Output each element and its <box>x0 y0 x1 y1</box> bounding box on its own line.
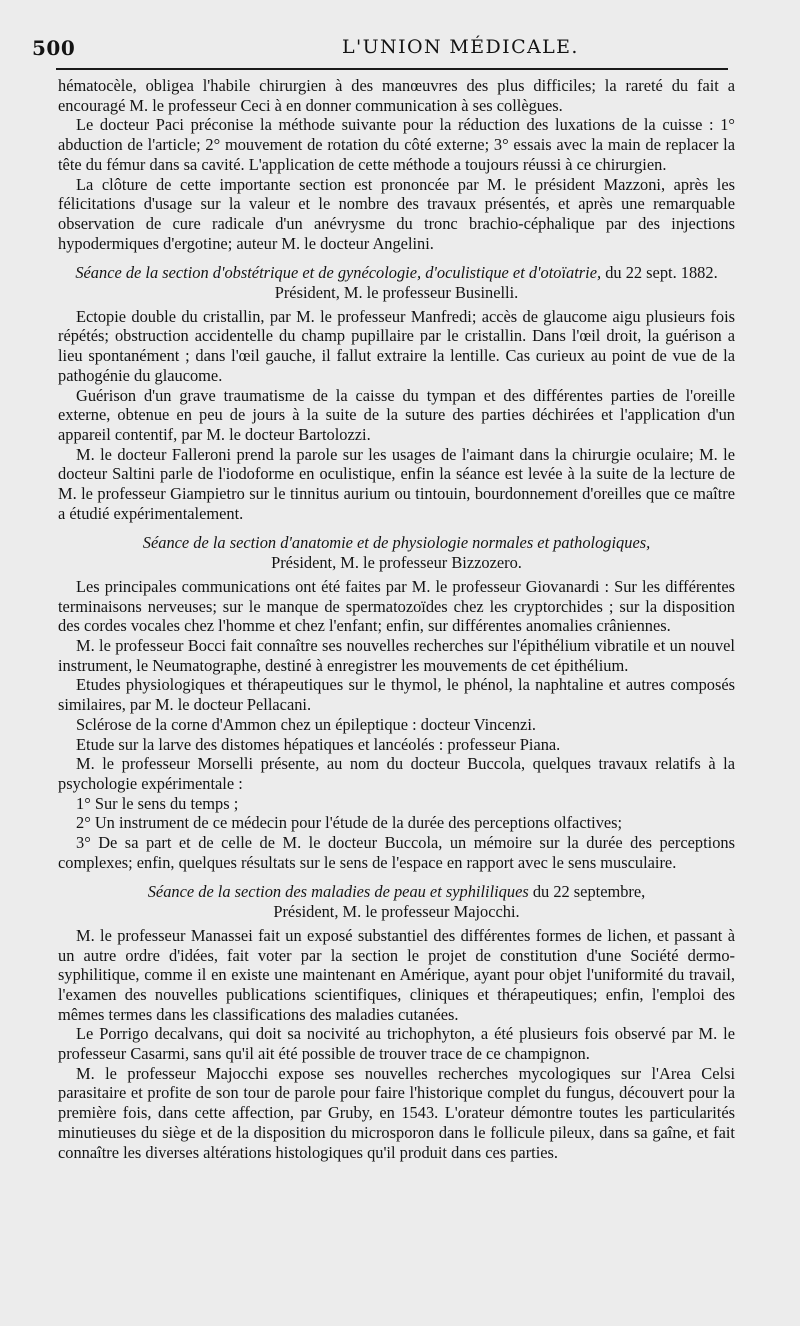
body-text <box>58 76 735 1162</box>
paragraph: Sclérose de la corne d'Ammon chez un épileptique : docteur Vincenzi. <box>76 714 536 734</box>
paragraph: Le Porrigo decalvans, qui doit sa nocivité au trichophyton, a été plusieurs fois observé par M. le professeur Casarmi, sans qu'il ait été possible de trouver trace de ce champignon. <box>58 1024 735 1064</box>
header-rule <box>56 68 728 70</box>
section-date: du 22 sept. 1882. <box>601 263 718 283</box>
paragraph: Guérison d'un grave traumatisme de la caisse du tympan et des différentes parties de l'oreille externe, obtenue en peu de jours à la suite de la suture des parties déchirées et l'application d'un appareil contentif, par M. le docteur Bartolozzi. <box>58 385 735 444</box>
section-president: Président, M. le professeur Bizzozero. <box>271 553 522 573</box>
page-number: 500 <box>32 36 76 60</box>
section-heading <box>58 882 735 902</box>
running-header <box>32 34 772 68</box>
section-president: Président, M. le professeur Majocchi. <box>273 902 520 922</box>
paragraph: Le docteur Paci préconise la méthode suivante pour la réduction des luxations de la cuisse : 1° abduction de l'article; 2° mouvement de rotation du côté externe; 3° essais avec la main de replacer la tête du fémur dans sa cavité. L'application de cette méthode a toujours réussi à ce chirurgien. <box>58 115 735 174</box>
paragraph: M. le docteur Falleroni prend la parole sur les usages de l'aimant dans la chirurgie oculaire; M. le docteur Saltini parle de l'iodoforme en oculistique, enfin la séance est levée à la suite de la lecture de M. le professeur Giampietro sur le tinnitus aurium ou tintouin, bourdonnement d'oreilles que ce maître a étudié expérimentalement. <box>58 444 735 523</box>
section-title: Séance de la section des maladies de peau et syphililiques <box>147 882 529 902</box>
paragraph: M. le professeur Majocchi expose ses nouvelles recherches mycologiques sur l'Area Celsi parasitaire et profite de son tour de parole pour faire l'historique complet du fungus, découvert pour la première fois, dans cette affection, par Gruby, en 1543. L'orateur démontre toutes les particularités minutieuses du siège et de la disposition du microsporon dans le follicule pileux, dans sa gaîne, et fait connaître les diverses altérations histologiques qu'il produit dans ces parties. <box>58 1063 735 1162</box>
paragraph: Ectopie double du cristallin, par M. le professeur Manfredi; accès de glaucome aigu plusieurs fois répétés; obstruction accidentelle du champ pupillaire par le cristallin. Dans l'œil droit, la guérison a lieu spontanément ; dans l'œil gauche, il fallut extraire la lentille. Cas curieux au point de vue de la pathogénie du glaucome. <box>58 306 735 385</box>
list-item: 2° Un instrument de ce médecin pour l'étude de la durée des perceptions olfactives; <box>76 813 623 833</box>
paragraph: Etudes physiologiques et thérapeutiques sur le thymol, le phénol, la naphtaline et autres composés similaires, par M. le docteur Pellacani. <box>58 675 735 715</box>
section-heading <box>58 263 735 283</box>
paragraph: Etude sur la larve des distomes hépatiques et lancéolés : professeur Piana. <box>76 734 561 754</box>
paragraph: M. le professeur Bocci fait connaître ses nouvelles recherches sur l'épithélium vibratile et un nouvel instrument, le Neumatographe, destiné à enregistrer les mouvements de cet épithélium. <box>58 635 735 675</box>
list-item: 3° De sa part et de celle de M. le docteur Buccola, un mémoire sur la durée des perceptions complexes; enfin, quelques résultats sur le sens de l'espace en rapport avec le sens musculaire. <box>58 833 735 872</box>
section-date: du 22 septembre, <box>528 882 646 902</box>
section-president: Président, M. le professeur Businelli. <box>274 283 519 303</box>
section-heading <box>58 533 735 553</box>
paragraph: La clôture de cette importante section est prononcée par M. le président Mazzoni, après les félicitations d'usage sur la valeur et le nombre des travaux présentés, et après une remarquable observation de cure radicale d'un anévrysme du tronc brachio-céphalique par des injections hypodermiques d'ergotine; auteur M. le docteur Angelini. <box>58 174 735 253</box>
paragraph: M. le professeur Morselli présente, au nom du docteur Buccola, quelques travaux relatifs à la psychologie expérimentale : <box>58 754 735 793</box>
journal-title: L'UNION MÉDICALE. <box>342 36 579 58</box>
section-title: Séance de la section d'obstétrique et de gynécologie, d'oculistique et d'otoïatrie, <box>75 263 602 283</box>
list-item: 1° Sur le sens du temps ; <box>76 793 239 813</box>
paragraph: Les principales communications ont été faites par M. le professeur Giovanardi : Sur les différentes terminaisons nerveuses; sur le manque de spermatozoïdes chez les cryptorchides ; sur la disposition des cordes vocales chez l'homme et chez l'enfant; enfin, sur différentes anomalies crâniennes. <box>58 576 735 636</box>
paragraph: M. le professeur Manassei fait un exposé substantiel des différentes formes de lichen, et passant à un autre ordre d'idées, fait voter par la section le projet de constitution d'une Société dermo-syphilitique, comme il en existe une maintenant en Amérique, ayant pour objet l'uniformité du travail, l'examen des nouvelles publications scientifiques, cliniques et thérapeutiques; enfin, l'emploi des mêmes termes dans les classifications des maladies cutanées. <box>58 925 735 1024</box>
paragraph: hématocèle, obligea l'habile chirurgien à des manœuvres des plus difficiles; la rareté du fait a encouragé M. le professeur Ceci à en donner communication à ses collègues. <box>58 76 735 115</box>
section-title: Séance de la section d'anatomie et de physiologie normales et pathologiques, <box>142 533 651 553</box>
